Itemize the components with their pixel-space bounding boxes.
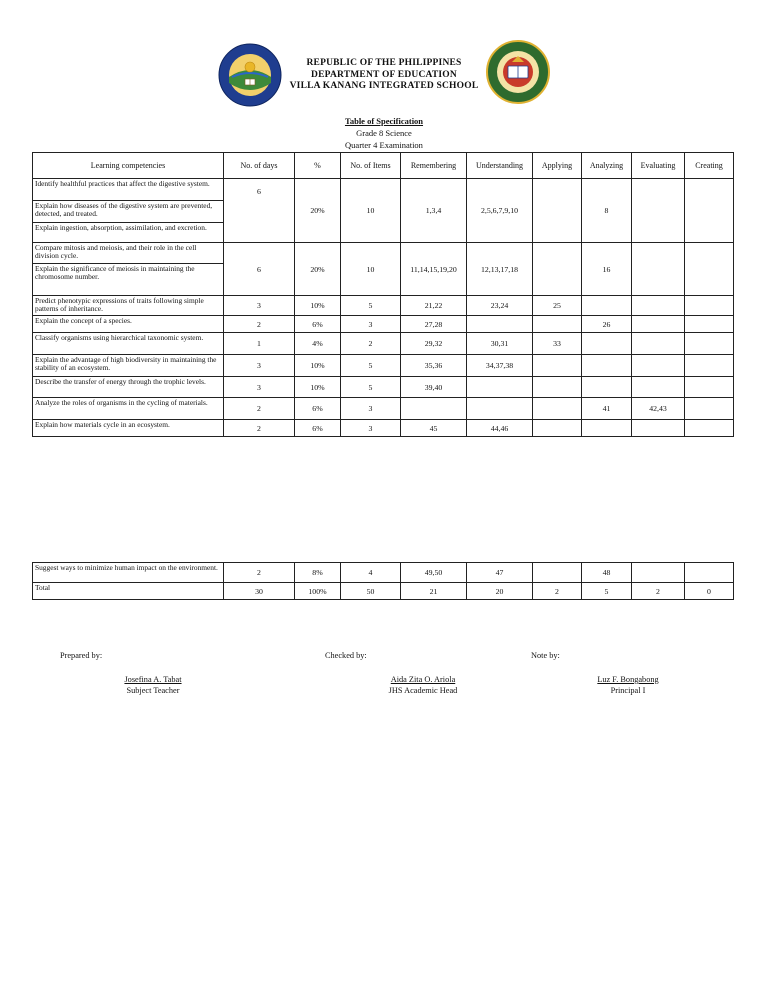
competency-cell: Explain the concept of a species.: [33, 316, 224, 333]
applying-cell: 33: [533, 333, 582, 355]
analyzing-cell: [582, 420, 632, 437]
percent-cell: 6%: [295, 316, 341, 333]
applying-cell: [533, 563, 582, 583]
items-cell: 3: [341, 398, 401, 420]
applying-cell: [533, 316, 582, 333]
understanding-cell: [467, 377, 533, 398]
days-cell: 6: [224, 243, 295, 296]
competency-text: Explain the significance of meiosis in maintaining the: [35, 264, 195, 273]
analyzing-cell: 41: [582, 398, 632, 420]
analyzing-cell: 8: [582, 179, 632, 243]
understanding-cell: 34,37,38: [467, 355, 533, 377]
analyzing-cell: 16: [582, 243, 632, 296]
remembering-cell: 27,28: [401, 316, 467, 333]
competency-cell: Describe the transfer of energy through the trophic levels.: [33, 377, 224, 398]
competency-text-cont: chromosome number.: [35, 272, 100, 282]
competency-cell: Suggest ways to minimize human impact on the environment.: [33, 563, 224, 583]
creating-cell: [685, 243, 734, 296]
analyzing-cell: [582, 296, 632, 316]
days-cell: 2: [224, 316, 295, 333]
competency-cell: Classify organisms using hierarchical taxonomic system.: [33, 333, 224, 355]
header-line-1: REPUBLIC OF THE PHILIPPINES: [306, 58, 462, 68]
checked-signatory: [353, 674, 493, 696]
prepared-role: Subject Teacher: [126, 686, 180, 695]
header-cell: Learning competencies: [33, 153, 224, 179]
evaluating-cell: [632, 333, 685, 355]
items-cell: 50: [341, 583, 401, 600]
specification-table-continued: [32, 562, 734, 600]
analyzing-cell: [582, 377, 632, 398]
days-cell: 30: [224, 583, 295, 600]
competency-cell: Explain how diseases of the digestive system are prevented, detected, and treated.: [33, 201, 224, 223]
understanding-cell: [467, 316, 533, 333]
competency-cell: Explain ingestion, absorption, assimilation, and excretion.: [33, 223, 224, 243]
table-row: [33, 563, 734, 583]
header-cell: Creating: [685, 153, 734, 179]
creating-cell: [685, 179, 734, 243]
analyzing-cell: [582, 333, 632, 355]
items-cell: 5: [341, 377, 401, 398]
remembering-cell: 1,3,4: [401, 179, 467, 243]
header-cell: Evaluating: [632, 153, 685, 179]
applying-cell: 25: [533, 296, 582, 316]
header-line-2: DEPARTMENT OF EDUCATION: [311, 69, 457, 80]
competency-cell: Analyze the roles of organisms in the cycling of materials.: [33, 398, 224, 420]
analyzing-cell: 5: [582, 583, 632, 600]
checked-by-label: Checked by:: [325, 651, 367, 660]
creating-cell: [685, 296, 734, 316]
days-cell: 3: [224, 377, 295, 398]
percent-cell: 20%: [295, 179, 341, 243]
prepared-by-label: Prepared by:: [60, 651, 103, 660]
competency-cell: [33, 264, 224, 296]
exam-label: Quarter 4 Examination: [345, 140, 423, 150]
understanding-cell: 2,5,6,7,9,10: [467, 179, 533, 243]
table-row: [33, 296, 734, 316]
header-cell: %: [295, 153, 341, 179]
competency-cell: Compare mitosis and meiosis, and their role in the cell division cycle.: [33, 243, 224, 264]
noted-by-label: Note by:: [531, 651, 560, 660]
table-row: [33, 355, 734, 377]
header-line-3: VILLA KANANG INTEGRATED SCHOOL: [289, 81, 479, 91]
document-title: Table of Specification: [344, 116, 424, 126]
checked-role: JHS Academic Head: [388, 686, 458, 695]
understanding-cell: 12,13,17,18: [467, 243, 533, 296]
evaluating-cell: [632, 377, 685, 398]
applying-cell: [533, 398, 582, 420]
evaluating-cell: [632, 296, 685, 316]
table-row: [33, 179, 734, 201]
creating-cell: 0: [685, 583, 734, 600]
table-header-row: [33, 153, 734, 179]
evaluating-cell: 42,43: [632, 398, 685, 420]
table-row: [33, 333, 734, 355]
days-cell: 2: [224, 420, 295, 437]
header-cell: Understanding: [467, 153, 533, 179]
table-row: [33, 420, 734, 437]
header-cell: Remembering: [401, 153, 467, 179]
creating-cell: [685, 420, 734, 437]
days-cell: 6: [224, 179, 295, 243]
remembering-cell: 11,14,15,19,20: [401, 243, 467, 296]
items-cell: 3: [341, 420, 401, 437]
analyzing-cell: 48: [582, 563, 632, 583]
prepared-signatory: [83, 674, 223, 696]
understanding-cell: 30,31: [467, 333, 533, 355]
remembering-cell: 21: [401, 583, 467, 600]
noted-signatory: [558, 674, 698, 696]
checked-name: Aida Zita O. Ariola: [390, 675, 456, 684]
items-cell: 2: [341, 333, 401, 355]
competency-cell: Predict phenotypic expressions of traits following simple patterns of inheritance.: [33, 296, 224, 316]
noted-name: Luz F. Bongabong: [597, 675, 659, 684]
evaluating-cell: 2: [632, 583, 685, 600]
competency-cell: Explain how materials cycle in an ecosystem.: [33, 420, 224, 437]
prepared-name: Josefina A. Tabat: [124, 675, 182, 684]
header-cell: Analyzing: [582, 153, 632, 179]
competency-cell: Identify healthful practices that affect the digestive system.: [33, 179, 224, 201]
percent-cell: 20%: [295, 243, 341, 296]
applying-cell: [533, 377, 582, 398]
applying-cell: [533, 420, 582, 437]
evaluating-cell: [632, 316, 685, 333]
creating-cell: [685, 355, 734, 377]
total-row: [33, 583, 734, 600]
percent-cell: 6%: [295, 420, 341, 437]
creating-cell: [685, 377, 734, 398]
items-cell: 4: [341, 563, 401, 583]
understanding-cell: 44,46: [467, 420, 533, 437]
percent-cell: 10%: [295, 296, 341, 316]
header-cell: No. of Items: [341, 153, 401, 179]
items-cell: 10: [341, 179, 401, 243]
items-cell: 5: [341, 296, 401, 316]
percent-cell: 100%: [295, 583, 341, 600]
remembering-cell: 39,40: [401, 377, 467, 398]
applying-cell: [533, 179, 582, 243]
header-cell: No. of days: [224, 153, 295, 179]
subject-label: Grade 8 Science: [356, 128, 412, 138]
percent-cell: 10%: [295, 377, 341, 398]
days-cell: 1: [224, 333, 295, 355]
percent-cell: 4%: [295, 333, 341, 355]
remembering-cell: [401, 398, 467, 420]
evaluating-cell: [632, 243, 685, 296]
understanding-cell: 47: [467, 563, 533, 583]
percent-cell: 6%: [295, 398, 341, 420]
creating-cell: [685, 563, 734, 583]
table-row: [33, 377, 734, 398]
applying-cell: [533, 243, 582, 296]
header-cell: Applying: [533, 153, 582, 179]
evaluating-cell: [632, 420, 685, 437]
applying-cell: 2: [533, 583, 582, 600]
evaluating-cell: [632, 355, 685, 377]
specification-table: [32, 152, 734, 437]
understanding-cell: 23,24: [467, 296, 533, 316]
analyzing-cell: 26: [582, 316, 632, 333]
creating-cell: [685, 398, 734, 420]
noted-role: Principal I: [610, 686, 646, 695]
remembering-cell: 45: [401, 420, 467, 437]
analyzing-cell: [582, 355, 632, 377]
total-label: Total: [33, 583, 224, 600]
applying-cell: [533, 355, 582, 377]
days-cell: 3: [224, 296, 295, 316]
remembering-cell: 49,50: [401, 563, 467, 583]
remembering-cell: 35,36: [401, 355, 467, 377]
days-cell: 3: [224, 355, 295, 377]
items-cell: 5: [341, 355, 401, 377]
evaluating-cell: [632, 563, 685, 583]
school-header: [260, 58, 508, 93]
items-cell: 3: [341, 316, 401, 333]
items-cell: 10: [341, 243, 401, 296]
evaluating-cell: [632, 179, 685, 243]
competency-cell: Explain the advantage of high biodiversity in maintaining the stability of an ecosystem.: [33, 355, 224, 377]
days-cell: 2: [224, 398, 295, 420]
creating-cell: [685, 333, 734, 355]
table-row: [33, 316, 734, 333]
days-cell: 2: [224, 563, 295, 583]
creating-cell: [685, 316, 734, 333]
understanding-cell: [467, 398, 533, 420]
table-row: [33, 243, 734, 264]
table-row: [33, 398, 734, 420]
percent-cell: 8%: [295, 563, 341, 583]
remembering-cell: 29,32: [401, 333, 467, 355]
remembering-cell: 21,22: [401, 296, 467, 316]
understanding-cell: 20: [467, 583, 533, 600]
percent-cell: 10%: [295, 355, 341, 377]
